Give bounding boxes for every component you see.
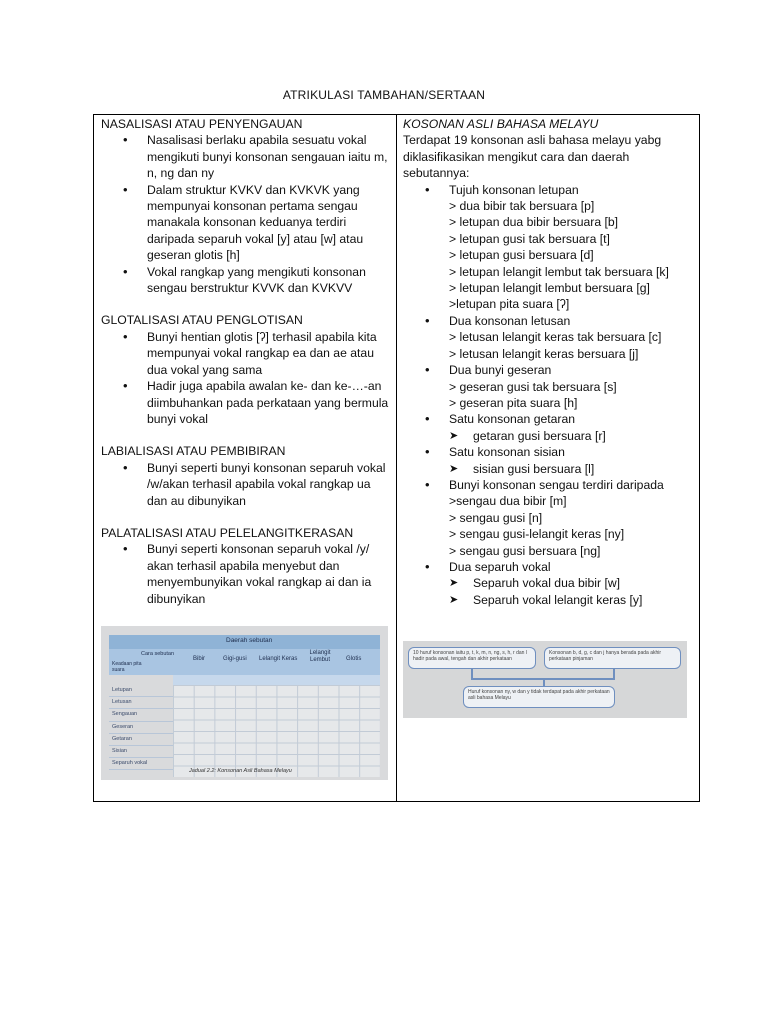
konsonan-list xyxy=(403,182,695,609)
sub-item: > letupan lelangit lembut bersuara [g] xyxy=(449,281,650,296)
sub-item: > dua bibir tak bersuara [p] xyxy=(449,199,595,214)
list-item: • Bunyi seperti konsonan separuh vokal /y/ akan terhasil apabila menyebut dan menyembunyikan vokal rangkap ai dan ia dibunyikan xyxy=(101,541,391,607)
arrow-sub-item: ➤ Separuh vokal lelangit keras [y] xyxy=(449,592,643,607)
diagram-connector xyxy=(543,678,545,686)
arrow-bullet-icon: ➤ xyxy=(449,577,459,590)
group-label: Dua konsonan letusan xyxy=(449,313,571,328)
sub-item: > geseran gusi tak bersuara [s] xyxy=(449,379,617,394)
sub-item: > letupan dua bibir bersuara [b] xyxy=(449,215,619,230)
list-item: • Hadir juga apabila awalan ke- dan ke-…-an diimbuhankan pada perkataan yang bermula bunyi vokal xyxy=(101,378,391,427)
list-item: • Bunyi hentian glotis [ʔ] terhasil apabila kita mempunyai vokal rangkap ea dan ae atau dua vokal yang sama xyxy=(101,329,391,378)
left-column xyxy=(101,116,391,607)
section-heading-nasalisasi: NASALISASI ATAU PENYENGAUAN xyxy=(101,117,303,131)
sub-item: > letupan gusi bersuara [d] xyxy=(449,248,594,263)
document-title: ATRIKULASI TAMBAHAN/SERTAAN xyxy=(282,88,486,102)
photo-table-row-label: Letusan xyxy=(109,697,173,709)
section-heading-palatalisasi: PALATALISASI ATAU PELELANGITKERASAN xyxy=(101,525,354,540)
right-column xyxy=(403,116,695,608)
group-label: Tujuh konsonan letupan xyxy=(449,182,579,197)
palatalisasi-list xyxy=(101,541,391,607)
arrow-bullet-icon: ➤ xyxy=(449,593,459,606)
nasalisasi-list xyxy=(101,132,391,296)
photo-table-row-label: Geseran xyxy=(109,722,173,734)
list-item xyxy=(403,182,695,313)
consonant-table-photo xyxy=(101,626,388,780)
list-item xyxy=(403,559,695,608)
photo-table-corner-bottom: Keadaan pita suara xyxy=(112,661,142,673)
arrow-bullet-icon: ➤ xyxy=(449,462,459,475)
photo-table-row-label: Sengauan xyxy=(109,709,173,721)
photo-table-col-header: Bibir xyxy=(193,656,206,662)
list-item: • Bunyi seperti bunyi konsonan separuh vokal /w/akan terhasil apabila vokal rangkap ua dan au dibunyikan xyxy=(101,460,391,509)
sub-item: > letupan gusi tak bersuara [t] xyxy=(449,231,610,246)
list-item xyxy=(403,313,695,362)
photo-table-top-header: Daerah sebutan xyxy=(226,637,273,644)
photo-table-row-label: Getaran xyxy=(109,734,173,746)
photo-table-col-header: Lelangit Keras xyxy=(259,656,298,662)
arrow-bullet-icon: ➤ xyxy=(449,429,459,442)
arrow-sub-item: ➤ Separuh vokal dua bibir [w] xyxy=(449,576,621,591)
section-heading-konsonan: KOSONAN ASLI BAHASA MELAYU xyxy=(403,117,599,131)
list-item: • Nasalisasi berlaku apabila sesuatu vokal mengikuti bunyi konsonan sengauan iaitu m, n, ng dan ny xyxy=(101,132,391,181)
list-item: • Vokal rangkap yang mengikuti konsonan sengau berstruktur KVVK dan KVKVV xyxy=(101,264,391,297)
arrow-sub-item: ➤ sisian gusi bersuara [l] xyxy=(449,461,595,476)
consonant-diagram-photo xyxy=(403,641,687,718)
sub-item: >letupan pita suara [ʔ] xyxy=(449,297,570,312)
photo-table-col-header: Glotis xyxy=(346,656,362,662)
sub-item: > geseran pita suara [h] xyxy=(449,395,578,410)
glotalisasi-list xyxy=(101,329,391,427)
sub-item: >sengau dua bibir [m] xyxy=(449,494,567,509)
list-item xyxy=(403,477,695,559)
sub-item: > sengau gusi bersuara [ng] xyxy=(449,543,601,558)
group-label: Bunyi konsonan sengau terdiri daripada xyxy=(449,477,664,492)
photo-table-grid xyxy=(173,685,380,777)
photo-table-corner-top: Cara sebutan xyxy=(141,651,175,657)
sub-item: > letupan lelangit lembut tak bersuara [k] xyxy=(449,264,669,279)
list-item xyxy=(403,362,695,411)
section-heading-glotalisasi: GLOTALISASI ATAU PENGLOTISAN xyxy=(101,313,303,328)
labialisasi-list xyxy=(101,460,391,509)
photo-table-col-header: Gigi-gusi xyxy=(223,656,247,662)
photo-table-col-header: Lelangit Lembut xyxy=(309,650,331,663)
group-label: Satu konsonan getaran xyxy=(449,412,576,427)
column-divider xyxy=(396,114,397,802)
group-label: Dua bunyi geseran xyxy=(449,363,552,378)
photo-table-row-label: Letupan xyxy=(109,685,173,697)
list-item xyxy=(403,444,695,477)
sub-item: > letusan lelangit keras tak bersuara [c] xyxy=(449,330,662,345)
group-label: Satu konsonan sisian xyxy=(449,445,565,460)
list-item xyxy=(403,411,695,444)
photo-table-row-label: Sisian xyxy=(109,746,173,758)
group-label: Dua separuh vokal xyxy=(449,559,551,574)
arrow-sub-item: ➤ getaran gusi bersuara [r] xyxy=(449,428,606,443)
sub-item: > sengau gusi-lelangit keras [ny] xyxy=(449,527,625,542)
list-item: • Dalam struktur KVKV dan KVKVK yang mempunyai konsonan pertama sengau manakala konsonan keduanya terdiri daripada separuh vokal [y] atau [w] atau geseran glotis [h] xyxy=(101,182,391,264)
photo-table-row-label: Separuh vokal xyxy=(109,758,173,770)
diagram-box: 10 huruf konsonan iaitu p, t, k, m, n, ng, s, h, r dan l hadir pada awal, tengah dan akhir perkataan xyxy=(408,647,536,669)
section-heading-labialisasi: LABIALISASI ATAU PEMBIBIRAN xyxy=(101,444,286,459)
sub-item: > letusan lelangit keras bersuara [j] xyxy=(449,346,639,361)
diagram-box: Konsonan b, d, g, c dan j hanya berada pada akhir perkataan pinjaman xyxy=(544,647,681,669)
sub-item: > sengau gusi [n] xyxy=(449,510,543,525)
intro-paragraph: Terdapat 19 konsonan asli bahasa melayu yabg diklasifikasikan mengikut cara dan daerah sebutannya: xyxy=(403,133,662,181)
photo-table-caption: Jadual 2.2: Konsonan Asli Bahasa Melayu xyxy=(189,768,292,774)
diagram-box: Huruf konsonan ny, w dan y tidak terdapat pada akhir perkataan asli bahasa Melayu xyxy=(463,686,615,708)
photo-table-row-labels xyxy=(109,685,173,777)
